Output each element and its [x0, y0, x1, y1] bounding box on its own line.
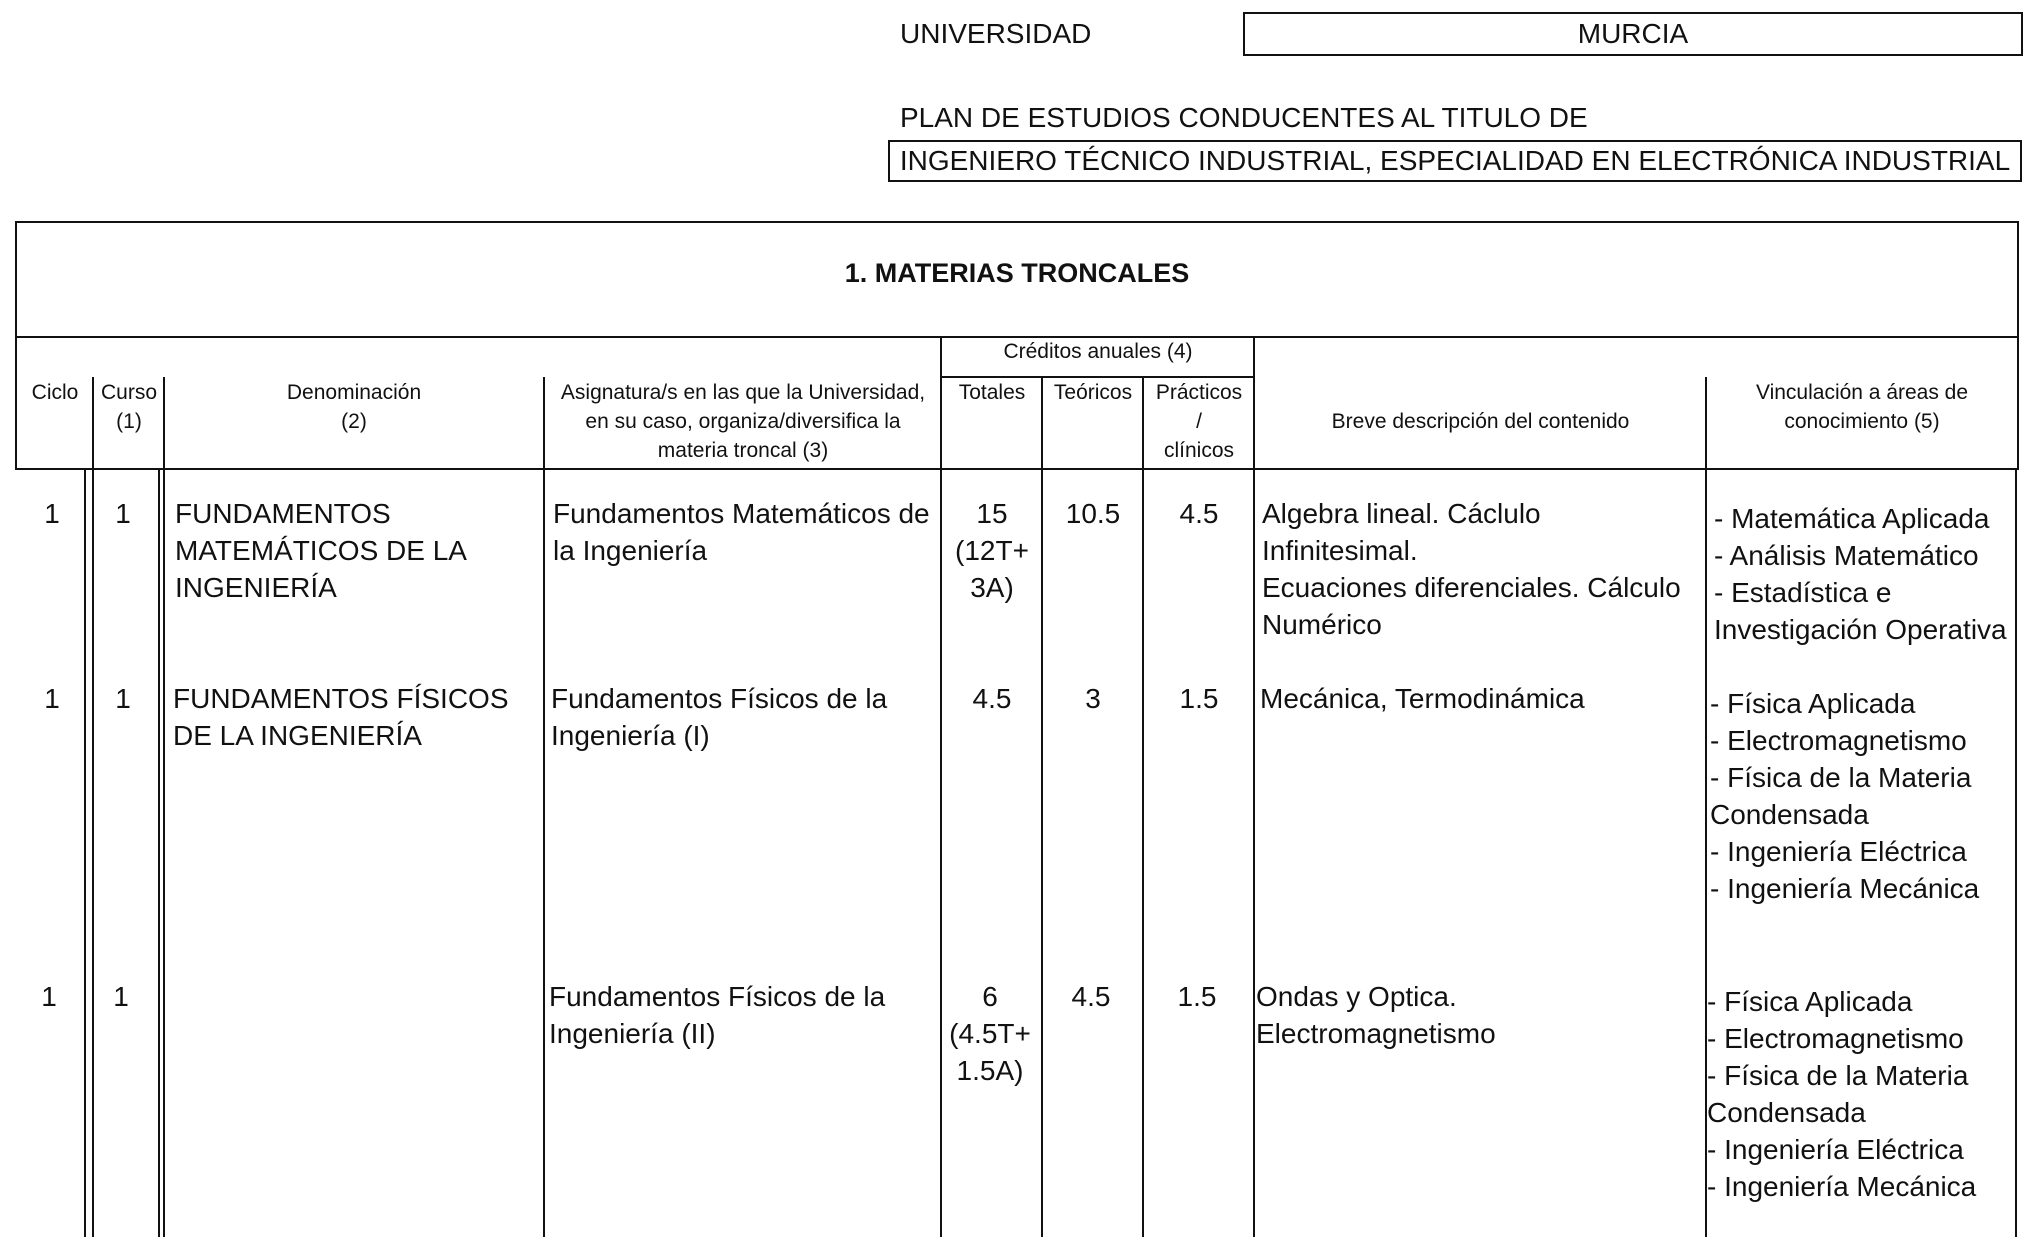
cell-practicos: 1.5: [1177, 981, 1217, 1012]
cell-totales: 15 (12T+ 3A): [955, 498, 1029, 603]
col-header-descripcion: Breve descripción del contenido: [1331, 410, 1630, 433]
cell-curso: 1: [115, 498, 131, 529]
cell-asignatura: Fundamentos Físicos de la Ingeniería (I): [551, 683, 888, 751]
col-header-totales: Totales: [958, 381, 1026, 404]
plan-label: PLAN DE ESTUDIOS CONDUCENTES AL TITULO DE: [900, 102, 1588, 133]
cell-teoricos: 10.5: [1065, 498, 1121, 529]
col-header-practicos: Prácticos / clínicos: [1155, 381, 1243, 462]
university-label: UNIVERSIDAD: [900, 18, 1092, 49]
creditos-group-header: Créditos anuales (4): [1003, 340, 1193, 363]
degree-value: INGENIERO TÉCNICO INDUSTRIAL, ESPECIALIDAD EN ELECTRÓNICA INDUSTRIAL: [899, 145, 2011, 176]
degree-value-box: [888, 140, 2022, 182]
col-header-ciclo: Ciclo: [31, 381, 79, 404]
cell-descripcion: Algebra lineal. Cáclulo Infinitesimal. Ecuaciones diferenciales. Cálculo Numérico: [1262, 498, 1681, 640]
cell-asignatura: Fundamentos Físicos de la Ingeniería (II): [549, 981, 886, 1049]
cell-practicos: 4.5: [1179, 498, 1219, 529]
cell-denominacion: FUNDAMENTOS FÍSICOS DE LA INGENIERÍA: [173, 683, 509, 751]
col-header-curso: Curso (1): [100, 381, 158, 433]
cell-totales: 6 (4.5T+ 1.5A): [949, 981, 1031, 1086]
col-header-asignatura: Asignatura/s en las que la Universidad, en su caso, organiza/diversifica la materia troncal (3): [560, 381, 926, 462]
cell-ciclo: 1: [44, 498, 60, 529]
cell-ciclo: 1: [41, 981, 57, 1012]
cell-teoricos: 4.5: [1071, 981, 1111, 1012]
cell-teoricos: 3: [1085, 683, 1101, 714]
cell-denominacion: FUNDAMENTOS MATEMÁTICOS DE LA INGENIERÍA: [175, 498, 467, 603]
col-header-vinculacion: Vinculación a áreas de conocimiento (5): [1755, 381, 1969, 433]
cell-ciclo: 1: [44, 683, 60, 714]
cell-vinculacion: - Matemática Aplicada - Análisis Matemático - Estadística e Investigación Operativa: [1714, 503, 2007, 645]
cell-descripcion: Ondas y Optica. Electromagnetismo: [1256, 981, 1496, 1049]
col-header-denominacion: Denominación (2): [286, 381, 422, 433]
cell-practicos: 1.5: [1179, 683, 1219, 714]
cell-curso: 1: [113, 981, 129, 1012]
cell-vinculacion: - Física Aplicada - Electromagnetismo - Física de la Materia Condensada - Ingeniería Eléctrica - Ingeniería Mecánica: [1710, 688, 1980, 904]
university-value: MURCIA: [1577, 18, 1689, 49]
university-value-box: [1243, 12, 2023, 56]
table-title: 1. MATERIAS TRONCALES: [844, 258, 1190, 288]
cell-curso: 1: [115, 683, 131, 714]
col-header-teoricos: Teóricos: [1053, 381, 1133, 404]
cell-asignatura: Fundamentos Matemáticos de la Ingeniería: [553, 498, 930, 566]
cell-vinculacion: - Física Aplicada - Electromagnetismo - Física de la Materia Condensada - Ingeniería Eléctrica - Ingeniería Mecánica: [1707, 986, 1977, 1202]
cell-descripcion: Mecánica, Termodinámica: [1260, 683, 1585, 714]
cell-totales: 4.5: [972, 683, 1012, 714]
